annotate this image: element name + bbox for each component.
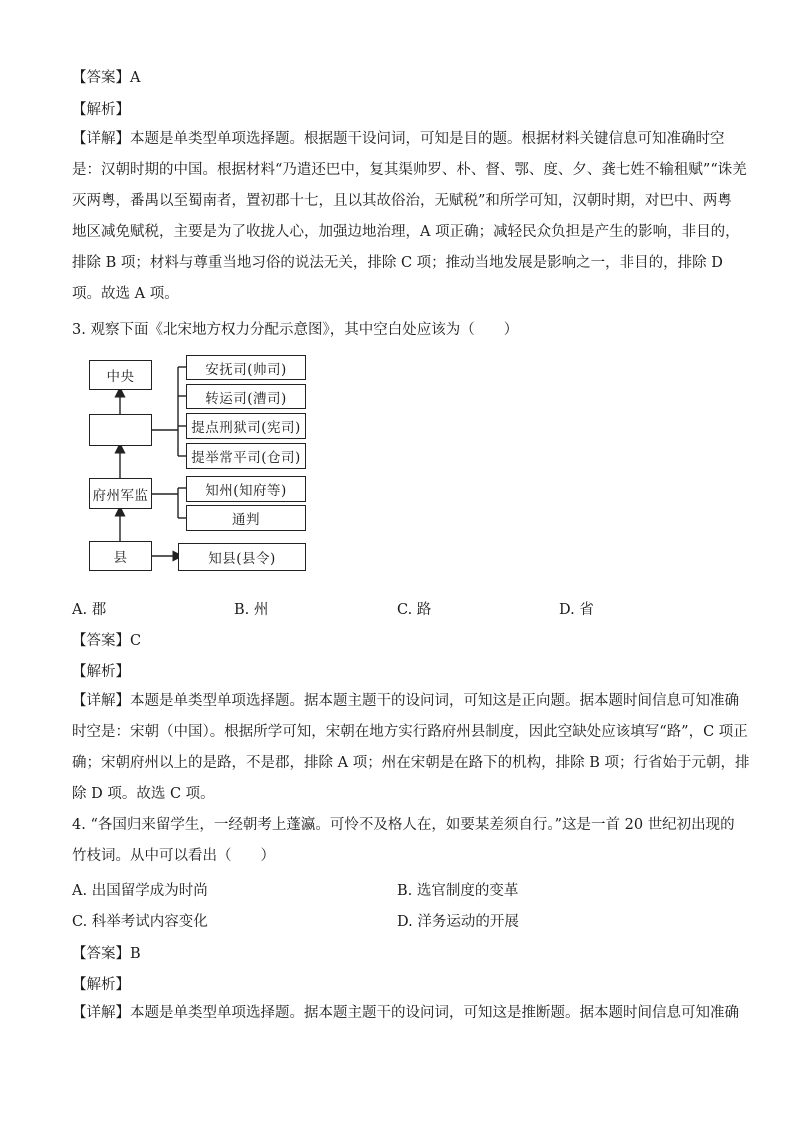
detail-tag: 【详解】 xyxy=(72,1005,130,1021)
q4-option-a[interactable] xyxy=(72,879,208,900)
detail-line: 排除 B 项；材料与尊重当地习俗的说法无关，排除 C 项；推动当地发展是影响之一，非目的，排除 D xyxy=(72,255,723,271)
q4-option-b[interactable] xyxy=(397,879,518,900)
route-office-xingyu: 提点刑狱司(宪司) xyxy=(186,413,306,439)
option-text: 出国留学成为时尚 xyxy=(91,883,208,899)
option-text: 洋务运动的开展 xyxy=(417,914,519,930)
detail-line: 地区减免赋税，主要是为了收拢人心，加强边地治理，A 项正确；减轻民众负担是产生的影响，非目的， xyxy=(72,224,740,240)
detail-line: 除 D 项。故选 C 项。 xyxy=(72,786,215,802)
q3-detail xyxy=(72,686,750,810)
q4-detail xyxy=(72,998,739,1029)
option-label: A. xyxy=(72,883,88,899)
q2-analysis-tag: 【解析】 xyxy=(72,102,130,118)
stem-line: 竹枝词。从中可以看出（ ） xyxy=(72,848,275,864)
detail-line: 时空是：宋朝（中国）。根据所学可知，宋朝在地方实行路府州县制度，因此空缺处应该填写“路”，C 项正 xyxy=(72,724,748,740)
prefecture-box: 府州军监 xyxy=(89,478,152,509)
q4-answer-line xyxy=(72,942,141,963)
route-office-changping: 提举常平司(仓司) xyxy=(186,443,306,469)
q3-option-d[interactable] xyxy=(559,598,594,619)
q4-analysis-tag: 【解析】 xyxy=(72,977,130,993)
option-label: C. xyxy=(72,914,88,930)
answer-value: C xyxy=(130,633,142,649)
option-label: D. xyxy=(559,602,575,618)
option-label: C. xyxy=(397,602,413,618)
option-label: A. xyxy=(72,602,88,618)
detail-line: 是：汉朝时期的中国。根据材料“乃遣还巴中，复其渠帅罗、朴、督、鄂、度、夕、龚七姓不输租赋”“诛羌 xyxy=(72,162,747,178)
option-text: 选官制度的变革 xyxy=(416,883,519,899)
detail-line: 确；宋朝府州以上的是路，不是郡，排除 A 项；州在宋朝是在路下的机构，排除 B 项；行省始于元朝，排 xyxy=(72,755,750,771)
option-label: D. xyxy=(397,914,413,930)
detail-line: 本题是单类型单项选择题。根据题干设问词，可知是目的题。根据材料关键信息可知准确时空 xyxy=(130,131,725,147)
prefecture-office-zhizhou: 知州(知府等) xyxy=(186,476,306,502)
q3-option-b[interactable] xyxy=(234,598,268,619)
stem-line: 4. “各国归来留学生，一经朝考上蓬瀛。可怜不及格人在，如要某差须自行。”这是一首 20 世纪初出现的 xyxy=(72,817,735,833)
answer-tag: 【答案】 xyxy=(72,633,130,649)
q3-analysis-tag: 【解析】 xyxy=(72,664,130,680)
option-label: B. xyxy=(234,602,250,618)
detail-line: 灭两粤，番禺以至蜀南者，置初郡十七，且以其故俗治，无赋税”和所学可知，汉朝时期，对巴中、两粤 xyxy=(72,193,732,209)
route-office-zhuanyun: 转运司(漕司) xyxy=(186,384,306,409)
answer-tag: 【答案】 xyxy=(72,946,130,962)
q4-option-c[interactable] xyxy=(72,910,208,931)
detail-line: 项。故选 A 项。 xyxy=(72,286,179,302)
option-text: 郡 xyxy=(91,602,107,618)
detail-tag: 【详解】 xyxy=(72,131,130,147)
q3-option-a[interactable] xyxy=(72,598,106,619)
answer-value: A xyxy=(130,70,141,86)
q3-option-c[interactable] xyxy=(397,598,431,619)
county-magistrate-box: 知县(县令) xyxy=(178,543,306,571)
prefecture-office-tongpan: 通判 xyxy=(186,505,306,531)
option-text: 省 xyxy=(579,602,594,618)
q4-stem xyxy=(72,810,735,872)
answer-value: B xyxy=(130,946,141,962)
detail-tag: 【详解】 xyxy=(72,693,130,709)
q3-stem: 3. 观察下面《北宋地方权力分配示意图》，其中空白处应该为（ ） xyxy=(72,322,519,338)
answer-tag: 【答案】 xyxy=(72,70,130,86)
blank-box xyxy=(89,414,152,446)
county-box: 县 xyxy=(89,541,152,571)
option-text: 路 xyxy=(416,602,432,618)
option-text: 州 xyxy=(253,602,269,618)
detail-line: 本题是单类型单项选择题。据本题主题干的设问词，可知这是推断题。据本题时间信息可知准确 xyxy=(130,1005,739,1021)
route-office-anfu: 安抚司(帅司) xyxy=(186,355,306,380)
option-label: B. xyxy=(397,883,413,899)
q4-option-d[interactable] xyxy=(397,910,519,931)
q3-answer-line xyxy=(72,629,141,650)
detail-line: 本题是单类型单项选择题。据本题主题干的设问词，可知这是正向题。据本题时间信息可知准确 xyxy=(130,693,739,709)
center-box: 中央 xyxy=(89,360,152,390)
option-text: 科举考试内容变化 xyxy=(91,914,208,930)
